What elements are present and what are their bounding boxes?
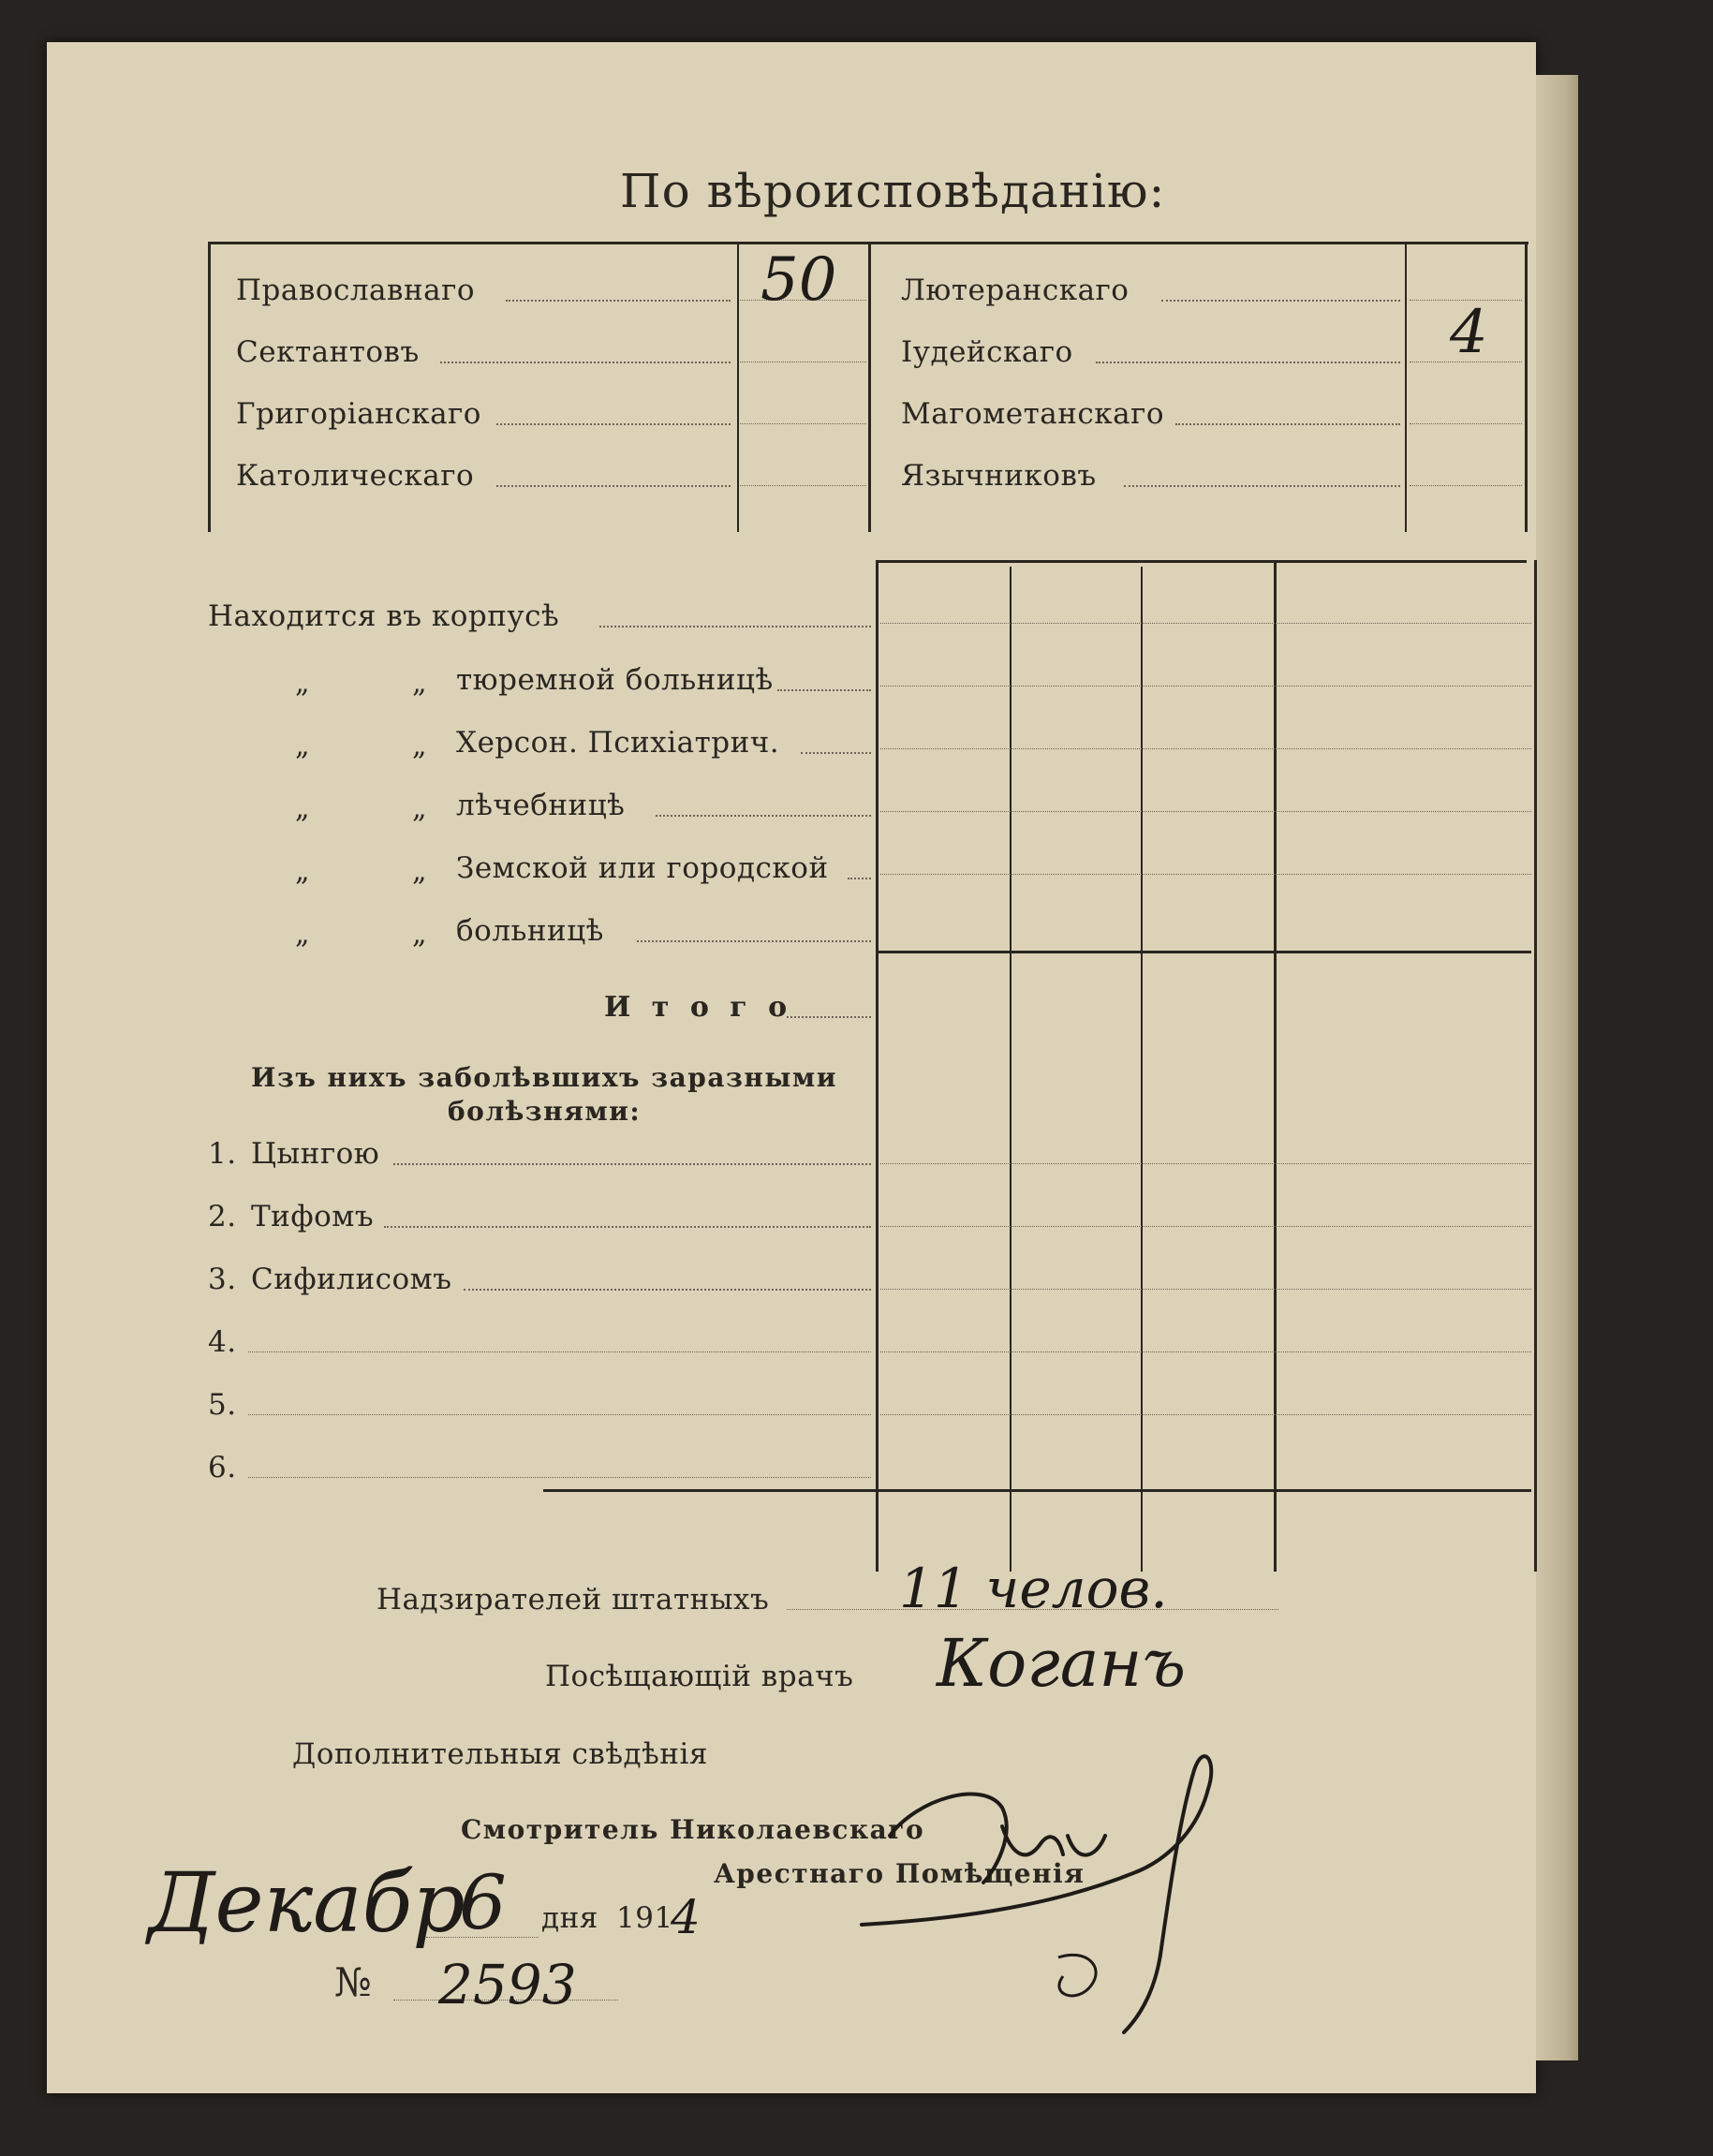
grid-row-line xyxy=(880,623,1531,624)
dot-leader xyxy=(637,940,871,942)
religion-col-divider xyxy=(737,242,739,532)
religion-table-left xyxy=(208,242,211,532)
cell-line xyxy=(1410,423,1522,424)
date-year-handwritten: 4 xyxy=(671,1890,701,1944)
dot-leader xyxy=(496,485,731,487)
doctor-label: Посѣщающій врачъ xyxy=(545,1660,854,1693)
cell-line xyxy=(740,423,866,424)
grid-row-line xyxy=(880,1351,1531,1352)
religion-table-middle xyxy=(868,242,871,532)
doctor-value: Коганъ xyxy=(937,1625,1187,1702)
religion-muslim-label: Магометанскаго xyxy=(901,397,1165,431)
dot-leader xyxy=(599,626,871,628)
dot-leader xyxy=(1124,485,1400,487)
paper-fold xyxy=(1536,75,1578,2060)
disease-scurvy-label: Цынгою xyxy=(251,1137,380,1171)
dot-leader xyxy=(384,1226,871,1228)
blank-line xyxy=(248,1477,871,1478)
ditto-mark: „ xyxy=(412,667,427,700)
dot-leader xyxy=(1161,300,1400,302)
disease-num: 1. xyxy=(208,1137,237,1171)
location-row-hospital: больницѣ xyxy=(456,914,604,948)
disease-num: 6. xyxy=(208,1451,237,1484)
date-month-handwritten: Декабр xyxy=(148,1854,465,1951)
dot-leader xyxy=(393,1163,871,1165)
dot-leader xyxy=(787,1016,871,1018)
disease-num: 4. xyxy=(208,1325,237,1359)
grid-subtotal-line xyxy=(876,951,1531,953)
ditto-mark: „ xyxy=(295,918,310,951)
dot-leader xyxy=(1175,423,1400,425)
religion-orthodox-value: 50 xyxy=(761,245,837,315)
religion-jewish-label: Іудейскаго xyxy=(901,335,1073,369)
dot-leader xyxy=(440,362,731,363)
date-year-printed: 191 xyxy=(616,1901,673,1935)
ditto-mark: „ xyxy=(295,667,310,700)
location-row-zemstvo: Земской или городской xyxy=(456,851,829,885)
grid-right xyxy=(1534,560,1537,1572)
ditto-mark: „ xyxy=(412,792,427,825)
grid-col-2 xyxy=(1010,567,1012,1572)
diseases-heading-line1: Изъ нихъ заболѣвшихъ заразными xyxy=(251,1062,838,1093)
religion-catholic-label: Католическаго xyxy=(236,459,475,493)
ditto-mark: „ xyxy=(295,855,310,888)
ditto-mark: „ xyxy=(295,792,310,825)
diseases-heading-line2: болѣзнями: xyxy=(448,1096,642,1127)
grid-row-line xyxy=(880,748,1531,749)
religion-jewish-value: 4 xyxy=(1450,298,1488,367)
disease-syphilis-label: Сифилисомъ xyxy=(251,1263,452,1296)
ditto-mark: „ xyxy=(295,730,310,762)
religion-table-right xyxy=(1525,242,1528,532)
grid-row-line xyxy=(880,811,1531,812)
blank-line xyxy=(248,1414,871,1415)
dot-leader xyxy=(801,752,871,754)
grid-col-1 xyxy=(876,560,879,1572)
location-row-prison-hospital: тюремной больницѣ xyxy=(456,663,774,697)
dot-leader xyxy=(1096,362,1400,363)
location-row-corpus: Находится въ корпусѣ xyxy=(208,599,560,633)
cell-line xyxy=(740,485,866,486)
blank-line xyxy=(248,1351,871,1352)
ditto-mark: „ xyxy=(412,730,427,762)
religion-sectarian-label: Сектантовъ xyxy=(236,335,420,369)
grid-top xyxy=(876,560,1527,563)
grid-bottom-line xyxy=(543,1489,1531,1492)
cell-line xyxy=(1410,485,1522,486)
disease-num: 5. xyxy=(208,1388,237,1422)
religion-col-divider-right xyxy=(1405,242,1407,532)
date-day-handwritten: 6 xyxy=(459,1859,507,1946)
religion-gregorian-label: Григоріанскаго xyxy=(236,397,481,431)
grid-row-line xyxy=(880,1226,1531,1227)
signature xyxy=(824,1733,1255,2070)
dot-leader xyxy=(496,423,731,425)
grid-row-line xyxy=(880,874,1531,875)
officer-title-line2: Арестнаго Помѣщенія xyxy=(714,1858,1085,1889)
location-row-kherson: Херсон. Психіатрич. xyxy=(456,726,780,760)
disease-num: 3. xyxy=(208,1263,237,1296)
grid-row-line xyxy=(880,1289,1531,1290)
dot-leader xyxy=(464,1289,871,1291)
wardens-label: Надзирателей штатныхъ xyxy=(377,1583,770,1617)
disease-num: 2. xyxy=(208,1200,237,1233)
dot-leader xyxy=(848,878,871,879)
grid-col-4 xyxy=(1274,560,1277,1572)
disease-typhus-label: Тифомъ xyxy=(251,1200,375,1233)
grid-row-line xyxy=(880,1163,1531,1164)
total-label: И т о г о xyxy=(604,991,793,1024)
dot-leader xyxy=(656,815,871,817)
religion-orthodox-label: Православнаго xyxy=(236,273,476,307)
ditto-mark: „ xyxy=(412,855,427,888)
extra-info-label: Дополнительныя свѣдѣнія xyxy=(292,1737,708,1771)
officer-title-line1: Смотритель Николаевскаго xyxy=(461,1814,925,1845)
religion-lutheran-label: Лютеранскаго xyxy=(901,273,1130,307)
dot-leader xyxy=(506,300,731,302)
page-title: По вѣроисповѣданію: xyxy=(620,164,1166,218)
date-day-label: дня xyxy=(541,1901,598,1935)
blank-line xyxy=(426,1937,539,1938)
grid-row-line xyxy=(880,1414,1531,1415)
religion-pagan-label: Язычниковъ xyxy=(901,459,1097,493)
grid-row-line xyxy=(880,686,1531,687)
ditto-mark: „ xyxy=(412,918,427,951)
dot-leader xyxy=(777,689,871,691)
wardens-value: 11 челов. xyxy=(899,1557,1168,1620)
document-number-label: № xyxy=(334,1959,373,2005)
document-number-handwritten: 2593 xyxy=(438,1953,577,2016)
location-row-clinic: лѣчебницѣ xyxy=(456,789,626,822)
grid-col-3 xyxy=(1141,567,1143,1572)
